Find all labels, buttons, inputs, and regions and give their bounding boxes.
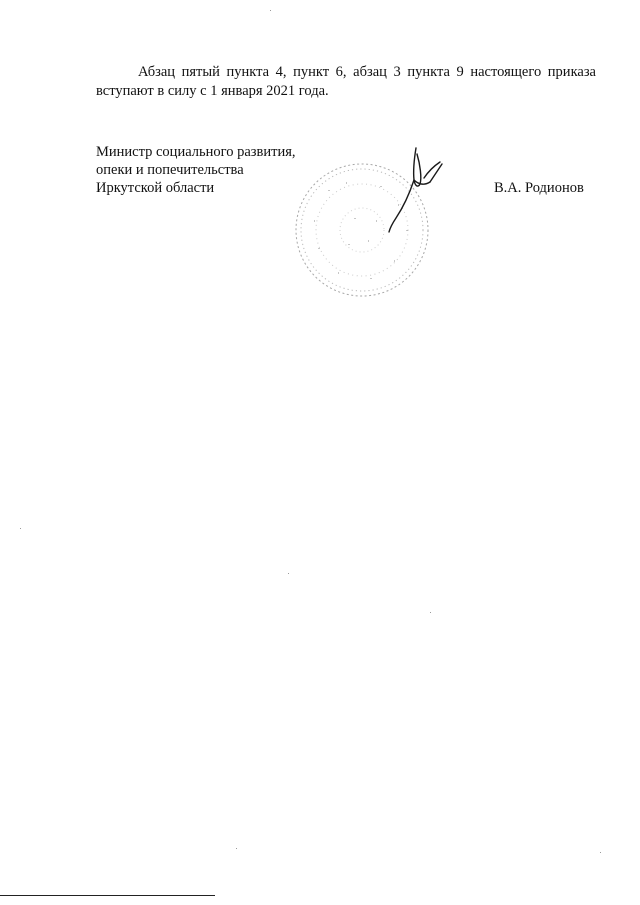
paragraph-line-2: вступают в силу с 1 января 2021 года.	[96, 83, 329, 99]
scan-speck	[236, 848, 237, 849]
signatory-name: В.А. Родионов	[494, 180, 584, 196]
scan-speck	[288, 573, 289, 574]
scan-speck	[600, 852, 601, 853]
scan-speck	[20, 528, 21, 529]
signatory-title	[96, 143, 296, 197]
signatory-title-line: опеки и попечительства	[96, 162, 244, 178]
effective-date-paragraph	[96, 63, 596, 101]
paragraph-line-1: Абзац пятый пункта 4, пункт 6, абзац 3 пункта 9 настоящего приказа	[138, 64, 596, 80]
signatory-title-line: Министр социального развития,	[96, 144, 296, 160]
signatory-title-line: Иркутской области	[96, 180, 215, 196]
signature-icon	[380, 140, 450, 240]
bottom-rule	[0, 895, 215, 896]
scan-speck	[430, 612, 431, 613]
scan-speck	[270, 10, 271, 11]
